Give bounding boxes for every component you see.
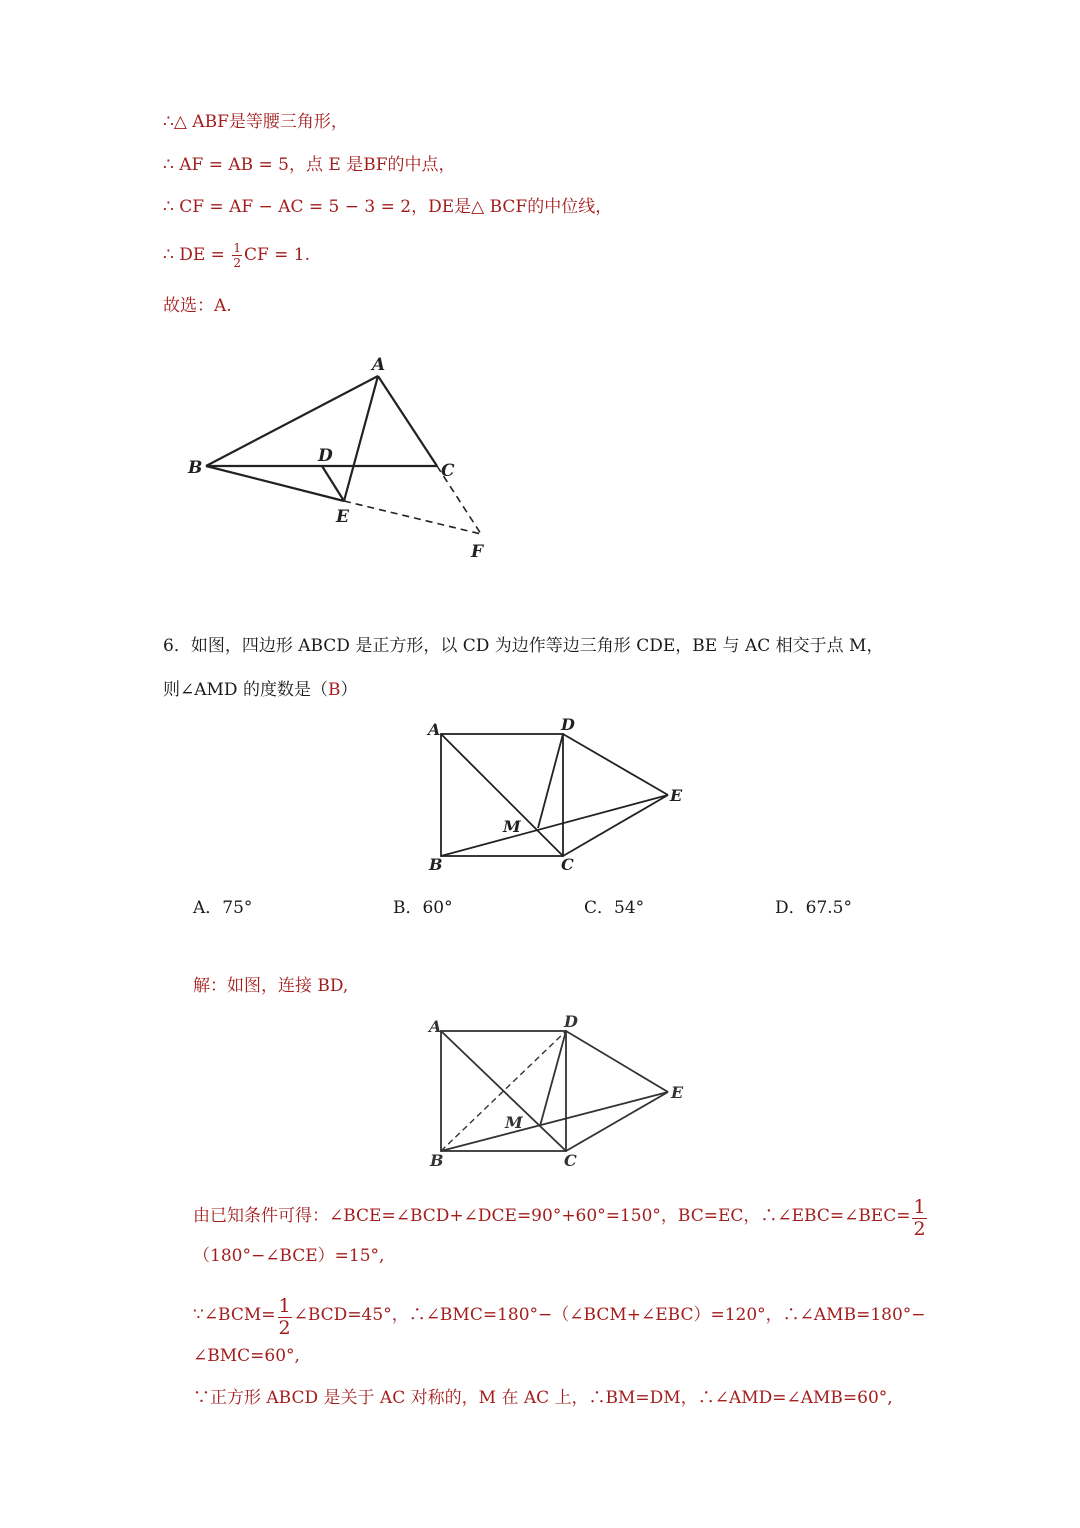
segment-md: [540, 1031, 566, 1126]
vertex-label-a: A: [429, 1017, 442, 1036]
vertex-label-e: E: [671, 1083, 684, 1102]
solution5-line1: ∴△ ABF是等腰三角形，: [163, 112, 348, 132]
segment-ae: [344, 376, 378, 501]
diagonal-ac: [441, 1031, 566, 1151]
vertex-label-m: M: [505, 1113, 523, 1132]
vertex-label-c: C: [564, 1151, 577, 1170]
fraction-denominator: 2: [233, 256, 241, 270]
solution6-line3-pre: ∵∠BCM=: [193, 1305, 276, 1325]
solution5-line4-pre: ∴ DE =: [163, 245, 231, 265]
square-abcd: [441, 1031, 566, 1151]
solution5-line4: [163, 242, 310, 269]
segment-be: [441, 1092, 668, 1151]
vertex-label-d: D: [561, 715, 575, 734]
option-d: D．67.5°: [775, 898, 852, 918]
vertex-label-b: B: [430, 1151, 444, 1170]
fraction-numerator: 1: [278, 1295, 291, 1317]
solution6-line3: [193, 1297, 926, 1338]
square-abcd: [441, 734, 563, 856]
solution5-answer-line: 故选：A.: [163, 296, 232, 316]
vertex-label-d: D: [564, 1012, 578, 1031]
vertex-label-e: E: [336, 507, 349, 527]
vertex-label-f: F: [471, 542, 484, 562]
vertex-label-e: E: [670, 786, 683, 805]
segment-ef-dashed: [344, 501, 481, 534]
fraction-one-half: [912, 1198, 926, 1239]
segment-ce: [563, 795, 668, 856]
diagonal-bd-dashed: [441, 1031, 566, 1151]
diagonal-ac: [441, 734, 563, 856]
segment-be: [206, 466, 344, 501]
solution6-intro: 解：如图，连接 BD,: [193, 976, 349, 996]
fraction-denominator: 2: [278, 1317, 291, 1339]
segment-ce: [566, 1092, 668, 1151]
question6-line2: [163, 682, 357, 699]
segment-de: [566, 1031, 668, 1092]
vertex-label-m: M: [503, 817, 521, 836]
question6-line1: 6．如图，四边形 ABCD 是正方形，以 CD 为边作等边三角形 CDE，BE 与 AC 相交于点 M，: [163, 636, 884, 656]
solution5-line3: ∴ CF = AF − AC = 5 − 3 = 2，DE是△ BCF的中位线，: [163, 197, 613, 217]
vertex-label-b: B: [188, 458, 203, 478]
solution6-line2: （180°−∠BCE）=15°,: [193, 1246, 385, 1266]
fraction-numerator: 1: [233, 241, 241, 255]
vertex-label-c: C: [441, 461, 455, 481]
vertex-label-c: C: [561, 855, 574, 874]
segment-md: [538, 734, 563, 828]
option-b: B．60°: [393, 898, 453, 918]
question6-answer: B: [327, 680, 341, 700]
solution6-line1-pre: 由已知条件可得：∠BCE=∠BCD+∠DCE=90°+60°=150°，BC=EC，∴∠EBC=∠BEC=: [193, 1206, 911, 1226]
solution6-line4: ∠BMC=60°,: [193, 1346, 300, 1366]
solution5-line2: ∴ AF = AB = 5，点 E 是BF的中点，: [163, 155, 456, 175]
solution5-line4-post: CF = 1.: [243, 245, 311, 265]
vertex-label-b: B: [429, 855, 443, 874]
vertex-label-a: A: [372, 355, 386, 375]
question6-line2-post: ）: [340, 680, 358, 700]
segment-ac: [378, 376, 437, 466]
segment-be: [441, 795, 668, 856]
fraction-one-half: [278, 1297, 292, 1338]
segment-ba: [206, 376, 378, 466]
segment-de: [322, 466, 344, 501]
fraction-numerator: 1: [913, 1196, 926, 1218]
question6-line2-pre: 则∠AMD 的度数是（: [163, 680, 328, 700]
option-c: C．54°: [584, 898, 645, 918]
segment-cf-dashed: [437, 466, 481, 534]
fraction-denominator: 2: [913, 1218, 926, 1240]
solution6-line5: ∵正方形 ABCD 是关于 AC 对称的，M 在 AC 上，∴BM=DM，∴∠AMD=∠AMB=60°,: [193, 1388, 893, 1408]
fraction-one-half: [232, 242, 242, 269]
option-a: A．75°: [193, 898, 253, 918]
vertex-label-a: A: [428, 720, 441, 739]
vertex-label-d: D: [318, 446, 333, 466]
solution6-line3-post: ∠BCD=45°，∴∠BMC=180°−（∠BCM+∠EBC）=120°，∴∠AMB=180°−: [293, 1305, 926, 1325]
segment-de: [563, 734, 668, 795]
solution6-line1: [193, 1198, 929, 1239]
